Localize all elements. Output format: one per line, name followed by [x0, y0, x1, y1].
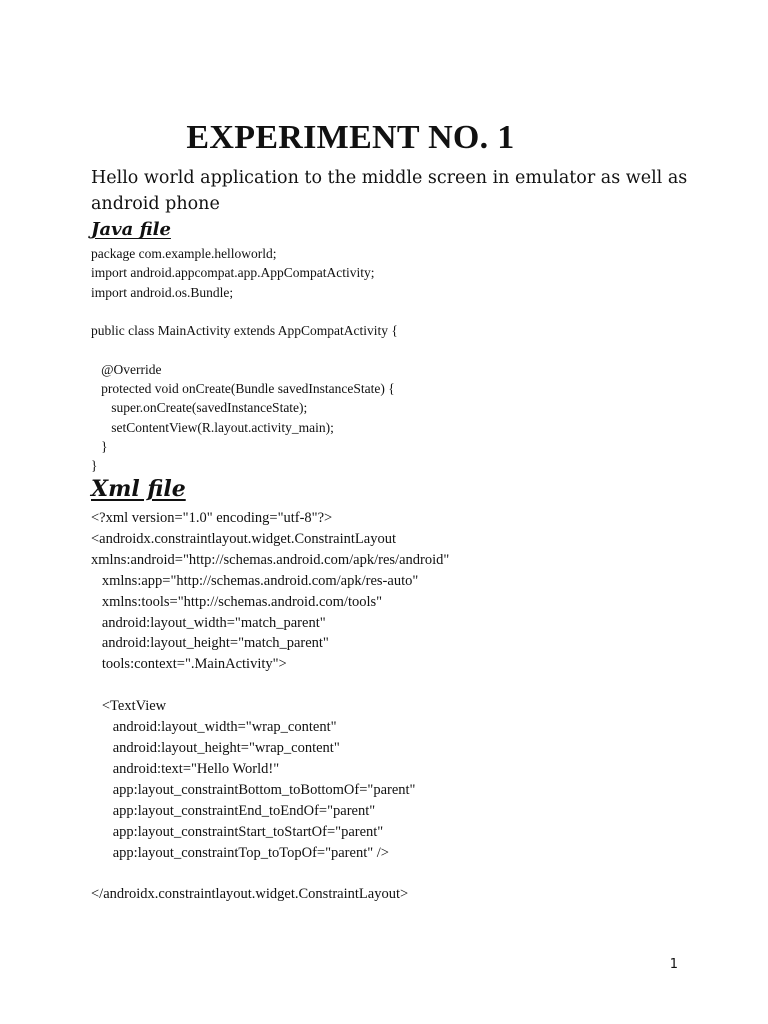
code-line: </androidx.constraintlayout.widget.ConstraintLayout> — [91, 886, 409, 903]
code-line: android:layout_height="match_parent" — [91, 635, 329, 652]
code-line: xmlns:android="http://schemas.android.com/apk/res/android" — [91, 551, 450, 568]
code-line: app:layout_constraintStart_toStartOf="parent" — [91, 823, 384, 840]
code-line — [91, 863, 449, 884]
code-line: app:layout_constraintBottom_toBottomOf="parent" — [91, 781, 416, 798]
code-line — [91, 302, 398, 321]
page-title-text: EXPERIMENT NO. 1 — [186, 118, 515, 156]
code-line: android:layout_width="wrap_content" — [91, 719, 337, 736]
code-line: import android.os.Bundle; — [91, 284, 234, 300]
code-line: xmlns:tools="http://schemas.android.com/tools" — [91, 593, 383, 610]
code-line: <?xml version="1.0" encoding="utf-8"?> — [91, 510, 333, 526]
code-line: app:layout_constraintTop_toTopOf="parent" /> — [91, 844, 389, 861]
java-code-block — [91, 244, 398, 476]
java-file-heading: Java file — [91, 219, 171, 240]
intro-paragraph: Hello world application to the middle screen in emulator as well as android phone — [91, 168, 688, 214]
code-line: @Override — [91, 361, 162, 377]
code-line: xmlns:app="http://schemas.android.com/apk/res-auto" — [91, 572, 419, 589]
code-line: package com.example.helloworld; — [91, 246, 277, 261]
code-line: android:text="Hello World!" — [91, 760, 280, 777]
code-line — [91, 675, 449, 696]
code-line: } — [91, 458, 98, 474]
code-line: app:layout_constraintEnd_toEndOf="parent" — [91, 802, 376, 819]
code-line: public class MainActivity extends AppCompatActivity { — [91, 323, 398, 339]
code-line: tools:context=".MainActivity"> — [91, 656, 287, 673]
code-line: protected void onCreate(Bundle savedInstanceState) { — [91, 381, 395, 397]
code-line: setContentView(R.layout.activity_main); — [91, 419, 334, 435]
xml-code-block — [91, 508, 449, 905]
xml-file-heading: Xml file — [91, 476, 186, 502]
code-line: super.onCreate(savedInstanceState); — [91, 400, 308, 416]
code-line: <androidx.constraintlayout.widget.ConstraintLayout — [91, 530, 396, 547]
code-line: <TextView — [91, 698, 167, 715]
code-line: import android.appcompat.app.AppCompatActivity; — [91, 265, 375, 281]
code-line: } — [91, 438, 108, 454]
page-number: 1 — [669, 957, 678, 972]
page-title — [0, 119, 768, 157]
code-line — [91, 340, 398, 359]
code-line: android:layout_width="match_parent" — [91, 614, 326, 631]
code-line: android:layout_height="wrap_content" — [91, 739, 340, 756]
